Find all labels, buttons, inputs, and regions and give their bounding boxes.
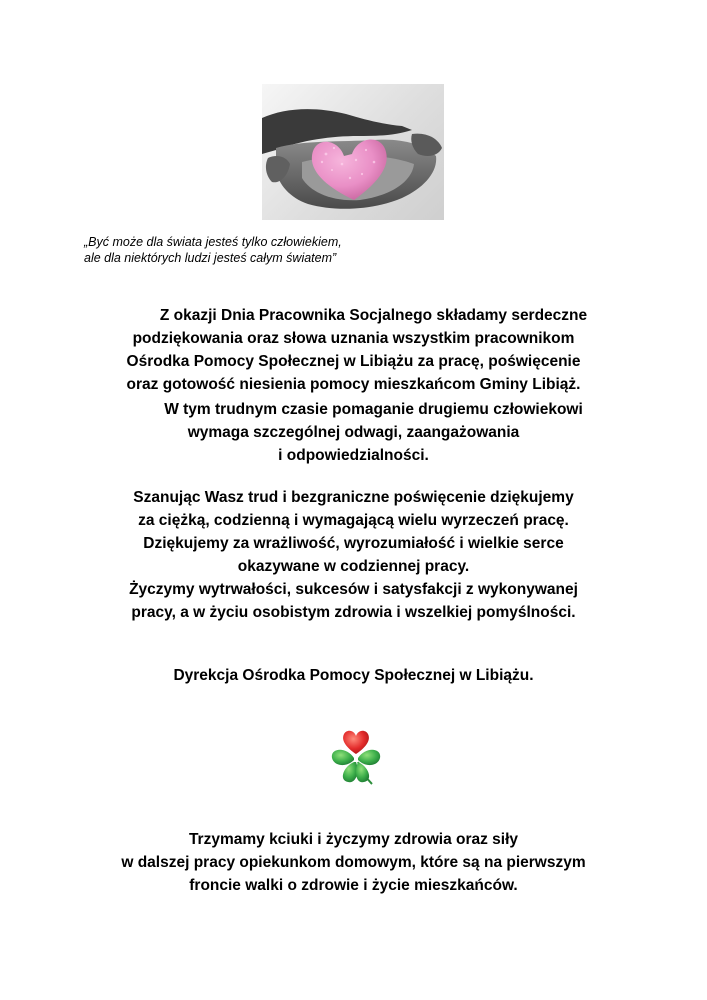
signature-text: Dyrekcja Ośrodka Pomocy Społecznej w Libiążu. [173,667,534,684]
text-line: Dziękujemy za wrażliwość, wyrozumiałość i wielkie serce [143,535,564,552]
text-line: wymaga szczególnej odwagi, zaangażowania [187,424,520,441]
greeting-paragraph [40,304,667,396]
signature [40,664,667,687]
text-line: okazywane w codziennej pracy. [237,558,470,575]
text-line: W tym trudnym czasie pomaganie drugiemu człowiekowi [164,401,583,418]
quote [84,234,342,266]
text-line: podziękowania oraz słowa uznania wszystkim pracownikom [132,330,575,347]
text-line: i odpowiedzialności. [278,447,429,464]
wishes-paragraph [40,578,667,624]
text-line: Szanując Wasz trud i bezgraniczne poświęcenie dziękujemy [133,489,574,506]
text-line: Życzymy wytrwałości, sukcesów i satysfakcji z wykonywanej [129,581,578,598]
closing-paragraph [40,828,667,897]
text-line: pracy, a w życiu osobistym zdrowia i wszelkiej pomyślności. [131,604,576,621]
text-line: Z okazji Dnia Pracownika Socjalnego składamy serdeczne [159,307,588,324]
text-line: za ciężką, codzienną i wymagającą wielu wyrzeczeń pracę. [138,512,569,529]
quote-line: „Być może dla świata jesteś tylko człowiekiem, [84,235,342,249]
thanks-paragraph [40,486,667,578]
hands-holding-heart-image [262,84,444,220]
difficult-times-paragraph [40,398,667,467]
clover-heart-icon [328,728,384,786]
text-line: w dalszej pracy opiekunkom domowym, które są na pierwszym [121,854,586,871]
quote-line: ale dla niektórych ludzi jesteś całym światem” [84,251,337,265]
text-line: Trzymamy kciuki i życzymy zdrowia oraz siły [188,831,519,848]
text-line: Ośrodka Pomocy Społecznej w Libiążu za pracę, poświęcenie [126,353,581,370]
text-line: oraz gotowość niesienia pomocy mieszkańcom Gminy Libiąż. [126,376,581,393]
text-line: froncie walki o zdrowie i życie mieszkańców. [189,877,518,894]
